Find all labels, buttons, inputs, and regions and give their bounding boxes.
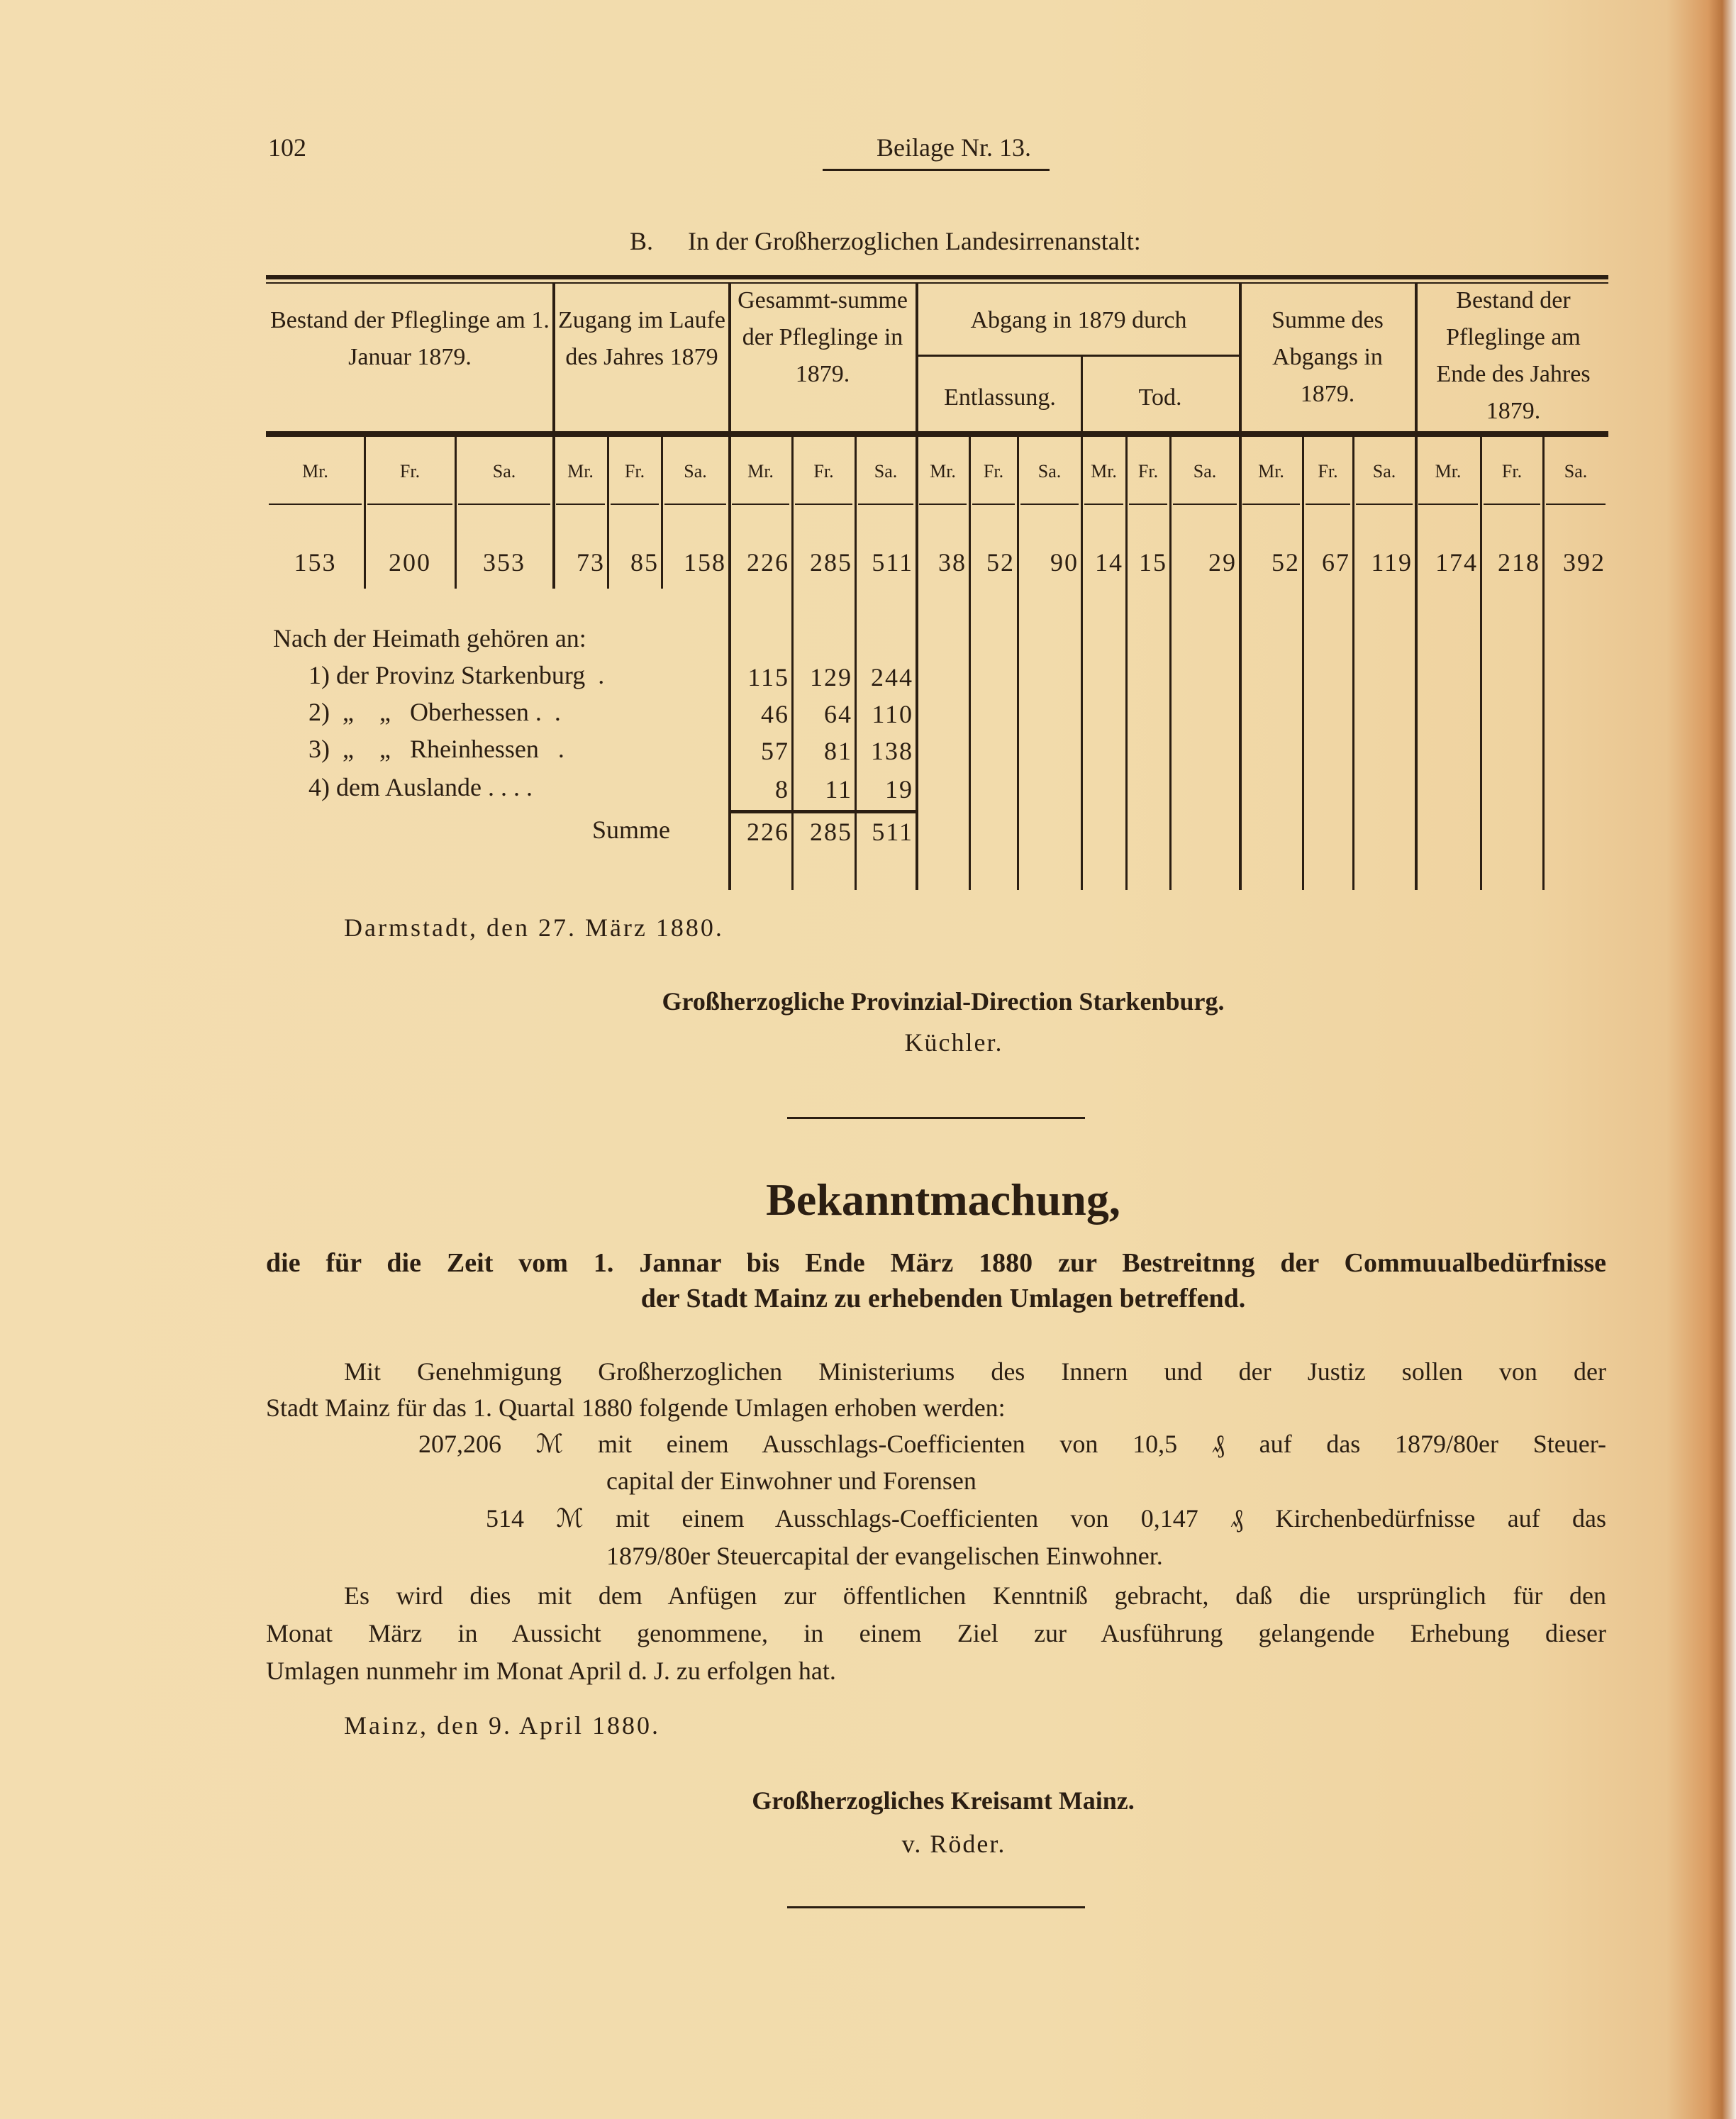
column-rule xyxy=(1017,437,1019,890)
column-rule xyxy=(1415,284,1418,890)
sub-column-underline xyxy=(1356,504,1413,505)
header-gesammtsumme: Gesammt-summe der Pfleglinge in 1879. xyxy=(738,287,908,387)
sub-column-underline xyxy=(1306,504,1350,505)
sub-column-label: Mr. xyxy=(1435,461,1462,482)
sub-column-underline xyxy=(858,504,913,505)
sub-column-label: Mr. xyxy=(1091,461,1117,482)
notice2-place-date: Mainz, den 9. April 1880. xyxy=(344,1711,660,1740)
heimat-cell-value: 46 xyxy=(761,700,789,728)
table-cell-value: 285 xyxy=(810,548,852,577)
page-number: 102 xyxy=(268,133,306,162)
table-cell-value: 14 xyxy=(1095,548,1123,577)
sub-column-label: Fr. xyxy=(813,461,834,482)
table-cell-value: 85 xyxy=(630,548,659,577)
sub-column-underline xyxy=(556,504,605,505)
table-top-rule xyxy=(266,275,1608,279)
body-line: Mit Genehmigung Großherzoglichen Ministeriums des Innern und der Justiz sollen von der xyxy=(344,1357,1606,1386)
sub-column-label: Sa. xyxy=(874,461,898,482)
heimat-cell-value: 244 xyxy=(871,663,913,691)
sub-column-label: Fr. xyxy=(1501,461,1523,482)
notice2-subtitle-line: der Stadt Mainz zu erhebenden Umlagen betreffend. xyxy=(640,1284,1246,1313)
abgang-split-rule xyxy=(916,355,1240,357)
sub-column-label: Fr. xyxy=(624,461,645,482)
heimat-row-label: 4) dem Auslande . . . . xyxy=(308,773,533,801)
column-rule xyxy=(1302,437,1304,890)
notice1-authority: Großherzogliche Provinzial-Direction Starkenburg. xyxy=(662,987,1225,1016)
body-line: Monat März in Aussicht genommene, in einem Ziel zur Ausführung gelangende Erhebung dieser xyxy=(266,1619,1606,1647)
sub-column-label: Fr. xyxy=(399,461,421,482)
sub-column-label: Mr. xyxy=(1258,461,1284,482)
column-rule xyxy=(1352,437,1354,890)
column-rule xyxy=(1169,437,1172,890)
column-rule xyxy=(969,437,971,890)
sub-column-label: Fr. xyxy=(1318,461,1338,482)
heimat-total-value: 285 xyxy=(810,818,852,846)
sub-column-underline xyxy=(1020,504,1079,505)
sub-column-underline xyxy=(1484,504,1540,505)
heimat-cell-value: 110 xyxy=(872,700,913,728)
table-top-rule-thin xyxy=(266,282,1608,284)
table-cell-value: 90 xyxy=(1050,548,1079,577)
notice2-title: Bekanntmachung, xyxy=(766,1174,1120,1225)
table-cell-value: 73 xyxy=(577,548,605,577)
heimat-row-label: 1) der Provinz Starkenburg . xyxy=(308,661,605,689)
sub-column-label: Mr. xyxy=(747,461,774,482)
sub-column-label: Mr. xyxy=(567,461,594,482)
column-rule xyxy=(1125,437,1128,890)
supplement-title: Beilage Nr. 13. xyxy=(877,133,1031,162)
table-cell-value: 29 xyxy=(1208,548,1237,577)
table-cell-value: 353 xyxy=(483,548,525,577)
heimat-total-value: 226 xyxy=(747,818,789,846)
heimat-cell-value: 19 xyxy=(885,775,913,803)
sub-column-underline xyxy=(1129,504,1167,505)
separator-rule xyxy=(787,1117,1085,1119)
header-bestand-end: Bestand der Pfleglinge am Ende des Jahres 1879. xyxy=(1436,287,1591,424)
sub-column-label: Sa. xyxy=(684,461,707,482)
body-line: Stadt Mainz für das 1. Quartal 1880 folgende Umlagen erhoben werden: xyxy=(266,1394,1006,1422)
section-label: B. xyxy=(630,227,654,255)
column-rule xyxy=(1239,284,1242,890)
section-title: In der Großherzoglichen Landesirrenanstalt: xyxy=(688,227,1141,255)
body-line: 207,206 ℳ mit einem Ausschlags-Coefficienten von 10,5 ₰ auf das 1879/80er Steuer- xyxy=(418,1430,1606,1458)
header-entlassung: Entlassung. xyxy=(944,384,1056,411)
table-cell-value: 153 xyxy=(294,548,337,577)
header-underline xyxy=(823,169,1050,171)
column-rule xyxy=(1542,437,1545,890)
body-line: 514 ℳ mit einem Ausschlags-Coefficienten von 0,147 ₰ Kirchenbedürfnisse auf das xyxy=(486,1504,1606,1533)
table-cell-value: 52 xyxy=(986,548,1015,577)
sub-column-underline xyxy=(367,504,452,505)
header-zugang: Zugang im Laufe des Jahres 1879 xyxy=(557,307,726,370)
body-line: Umlagen nunmehr im Monat April d. J. zu erfolgen hat. xyxy=(266,1657,836,1685)
header-tod: Tod. xyxy=(1138,384,1182,411)
notice2-authority: Großherzogliches Kreisamt Mainz. xyxy=(752,1786,1135,1815)
sub-column-underline xyxy=(1546,504,1606,505)
column-rule xyxy=(552,284,555,589)
heimat-row-label: 2) „ „ Oberhessen . . xyxy=(308,698,561,726)
notice2-signatory: v. Röder. xyxy=(901,1830,1006,1858)
sub-column-label: Sa. xyxy=(1193,461,1217,482)
sub-column-label: Sa. xyxy=(492,461,516,482)
table-cell-value: 15 xyxy=(1139,548,1167,577)
notice1-place-date: Darmstadt, den 27. März 1880. xyxy=(344,913,724,942)
sub-column-label: Sa. xyxy=(1372,461,1396,482)
notice1-signatory: Küchler. xyxy=(904,1028,1003,1057)
heimat-heading: Nach der Heimath gehören an: xyxy=(273,624,586,652)
table-cell-value: 67 xyxy=(1322,548,1350,577)
table-cell-value: 511 xyxy=(872,548,913,577)
heimat-cell-value: 115 xyxy=(747,663,789,691)
column-rule xyxy=(1480,437,1482,890)
heimat-cell-value: 11 xyxy=(825,775,852,803)
sub-column-underline xyxy=(458,504,550,505)
header-bestand-start: Bestand der Pfleglinge am 1. Januar 1879. xyxy=(270,307,550,370)
heimat-cell-value: 57 xyxy=(761,737,789,765)
sub-column-underline xyxy=(1084,504,1123,505)
table-cell-value: 119 xyxy=(1371,548,1413,577)
table-cell-value: 158 xyxy=(684,548,726,577)
sub-column-label: Mr. xyxy=(302,461,328,482)
sub-column-underline xyxy=(664,504,726,505)
header-summe-abgang: Summe des Abgangs in 1879. xyxy=(1272,307,1384,407)
heimat-cell-value: 64 xyxy=(824,700,852,728)
sub-column-underline xyxy=(269,504,362,505)
sub-column-label: Mr. xyxy=(930,461,956,482)
heimat-row-label: 3) „ „ Rheinhessen . xyxy=(308,735,564,763)
heimat-total-label: Summe xyxy=(592,816,671,844)
sub-column-underline xyxy=(1173,504,1237,505)
sub-column-label: Fr. xyxy=(983,461,1004,482)
heimat-cell-value: 8 xyxy=(775,775,789,803)
body-line: 1879/80er Steuercapital der evangelischen Einwohner. xyxy=(606,1542,1163,1570)
sub-column-underline xyxy=(1418,504,1478,505)
sub-column-label: Sa. xyxy=(1564,461,1588,482)
table-cell-value: 218 xyxy=(1498,548,1540,577)
heimat-cell-value: 129 xyxy=(810,663,852,691)
table-header-rule xyxy=(266,431,1608,437)
table-cell-value: 52 xyxy=(1272,548,1300,577)
heimat-total-value: 511 xyxy=(872,818,913,846)
sub-column-underline xyxy=(611,504,659,505)
sub-column-underline xyxy=(1242,504,1300,505)
sub-column-underline xyxy=(972,504,1015,505)
table-cell-value: 226 xyxy=(747,548,789,577)
sub-column-underline xyxy=(732,504,789,505)
table-cell-value: 38 xyxy=(938,548,967,577)
body-line: Es wird dies mit dem Anfügen zur öffentlichen Kenntniß gebracht, daß die ursprünglich für den xyxy=(344,1581,1606,1610)
heimat-cell-value: 138 xyxy=(871,737,913,765)
table-cell-value: 392 xyxy=(1563,548,1606,577)
heimat-cell-value: 81 xyxy=(824,737,852,765)
column-rule xyxy=(1081,357,1083,890)
header-abgang: Abgang in 1879 durch xyxy=(970,307,1187,333)
heimat-total-rule xyxy=(730,810,916,813)
sub-column-label: Fr. xyxy=(1137,461,1159,482)
sub-column-underline xyxy=(795,504,852,505)
table-cell-value: 200 xyxy=(389,548,431,577)
end-rule xyxy=(787,1906,1085,1908)
sub-column-underline xyxy=(919,504,967,505)
body-line: capital der Einwohner und Forensen xyxy=(606,1467,976,1495)
sub-column-label: Sa. xyxy=(1037,461,1062,482)
notice2-subtitle-line: die für die Zeit vom 1. Jannar bis Ende März 1880 zur Bestreitnng der Commuualbedürfnisse xyxy=(266,1248,1606,1278)
table-cell-value: 174 xyxy=(1435,548,1478,577)
